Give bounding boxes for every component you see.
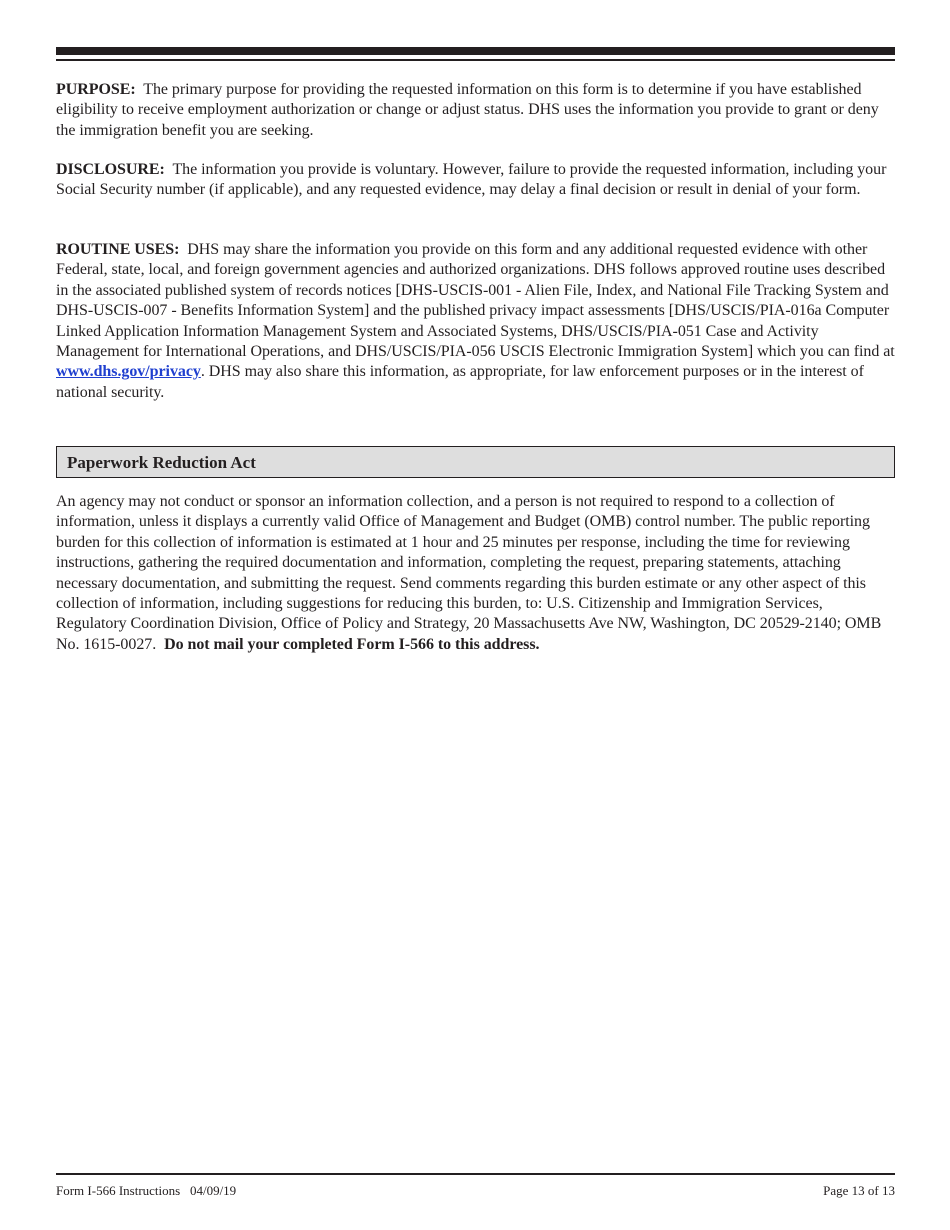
top-rule-thin: [56, 59, 895, 61]
disclosure-paragraph: [56, 160, 895, 201]
paperwork-heading: Paperwork Reduction Act: [67, 453, 256, 472]
paperwork-section-header: [56, 446, 895, 478]
paperwork-text: An agency may not conduct or sponsor an information collection, and a person is not required to respond to a collection of information, unless it displays a currently valid Office of Management and Budget (OMB) control number. The public reporting burden for this collection of information is estimated at 1 hour and 25 minutes per response, including the time for reviewing instructions, gathering the required documentation and information, completing the request, preparing statements, attaching necessary documentation, and submitting the request. Send comments regarding this burden estimate or any other aspect of this collection of information, including suggestions for reducing this burden, to: U.S. Citizenship and Immigration Services, Regulatory Coordination Division, Office of Policy and Strategy, 20 Massachusetts Ave NW, Washington, DC 20529-2140; OMB No. 1615-0027.: [56, 493, 882, 653]
routine-uses-text: DHS may share the information you provide on this form and any additional requested evidence with other Federal, state, local, and foreign government agencies and authorized organizations. DHS follows approved routine uses described in the associated published system of records notices [DHS-USCIS-001 - Alien File, Index, and National File Tracking System and DHS-USCIS-007 - Benefits Information System] and the published privacy impact assessments [DHS/USCIS/PIA-016a Computer Linked Application Information Management System and Associated Systems, DHS/USCIS/PIA-051 Case and Activity Management for International Operations, and DHS/USCIS/PIA-056 USCIS Electronic Immigration System] which you can find at: [56, 241, 895, 361]
disclosure-label: DISCLOSURE:: [56, 161, 165, 178]
paperwork-bold-notice: Do not mail your completed Form I-566 to this address.: [164, 635, 540, 653]
top-rule-thick: [56, 47, 895, 55]
disclosure-text: The information you provide is voluntary. However, failure to provide the requested information, including your Social Security number (if applicable), and any requested evidence, may delay a final decision or result in denial of your form.: [56, 161, 887, 199]
footer-rule: [56, 1173, 895, 1175]
routine-uses-paragraph: [56, 240, 895, 403]
footer-form-name: Form I-566 Instructions 04/09/19: [56, 1183, 237, 1198]
purpose-text: The primary purpose for providing the requested information on this form is to determine if you have established eligibility to receive employment authorization or change or adjust status. DHS uses the information you provide to grant or deny the immigration benefit you are seeking.: [56, 81, 879, 139]
routine-uses-label: ROUTINE USES:: [56, 241, 180, 258]
paperwork-paragraph: [56, 492, 895, 655]
purpose-paragraph: [56, 80, 895, 141]
dhs-privacy-link[interactable]: www.dhs.gov/privacy: [56, 363, 201, 381]
routine-uses-text-after-link: . DHS may also share this information, as appropriate, for law enforcement purposes or in the interest of national security.: [56, 363, 864, 401]
purpose-label: PURPOSE:: [56, 81, 136, 98]
document-page: [56, 0, 895, 1230]
footer-page-number: Page 13 of 13: [823, 1183, 895, 1198]
